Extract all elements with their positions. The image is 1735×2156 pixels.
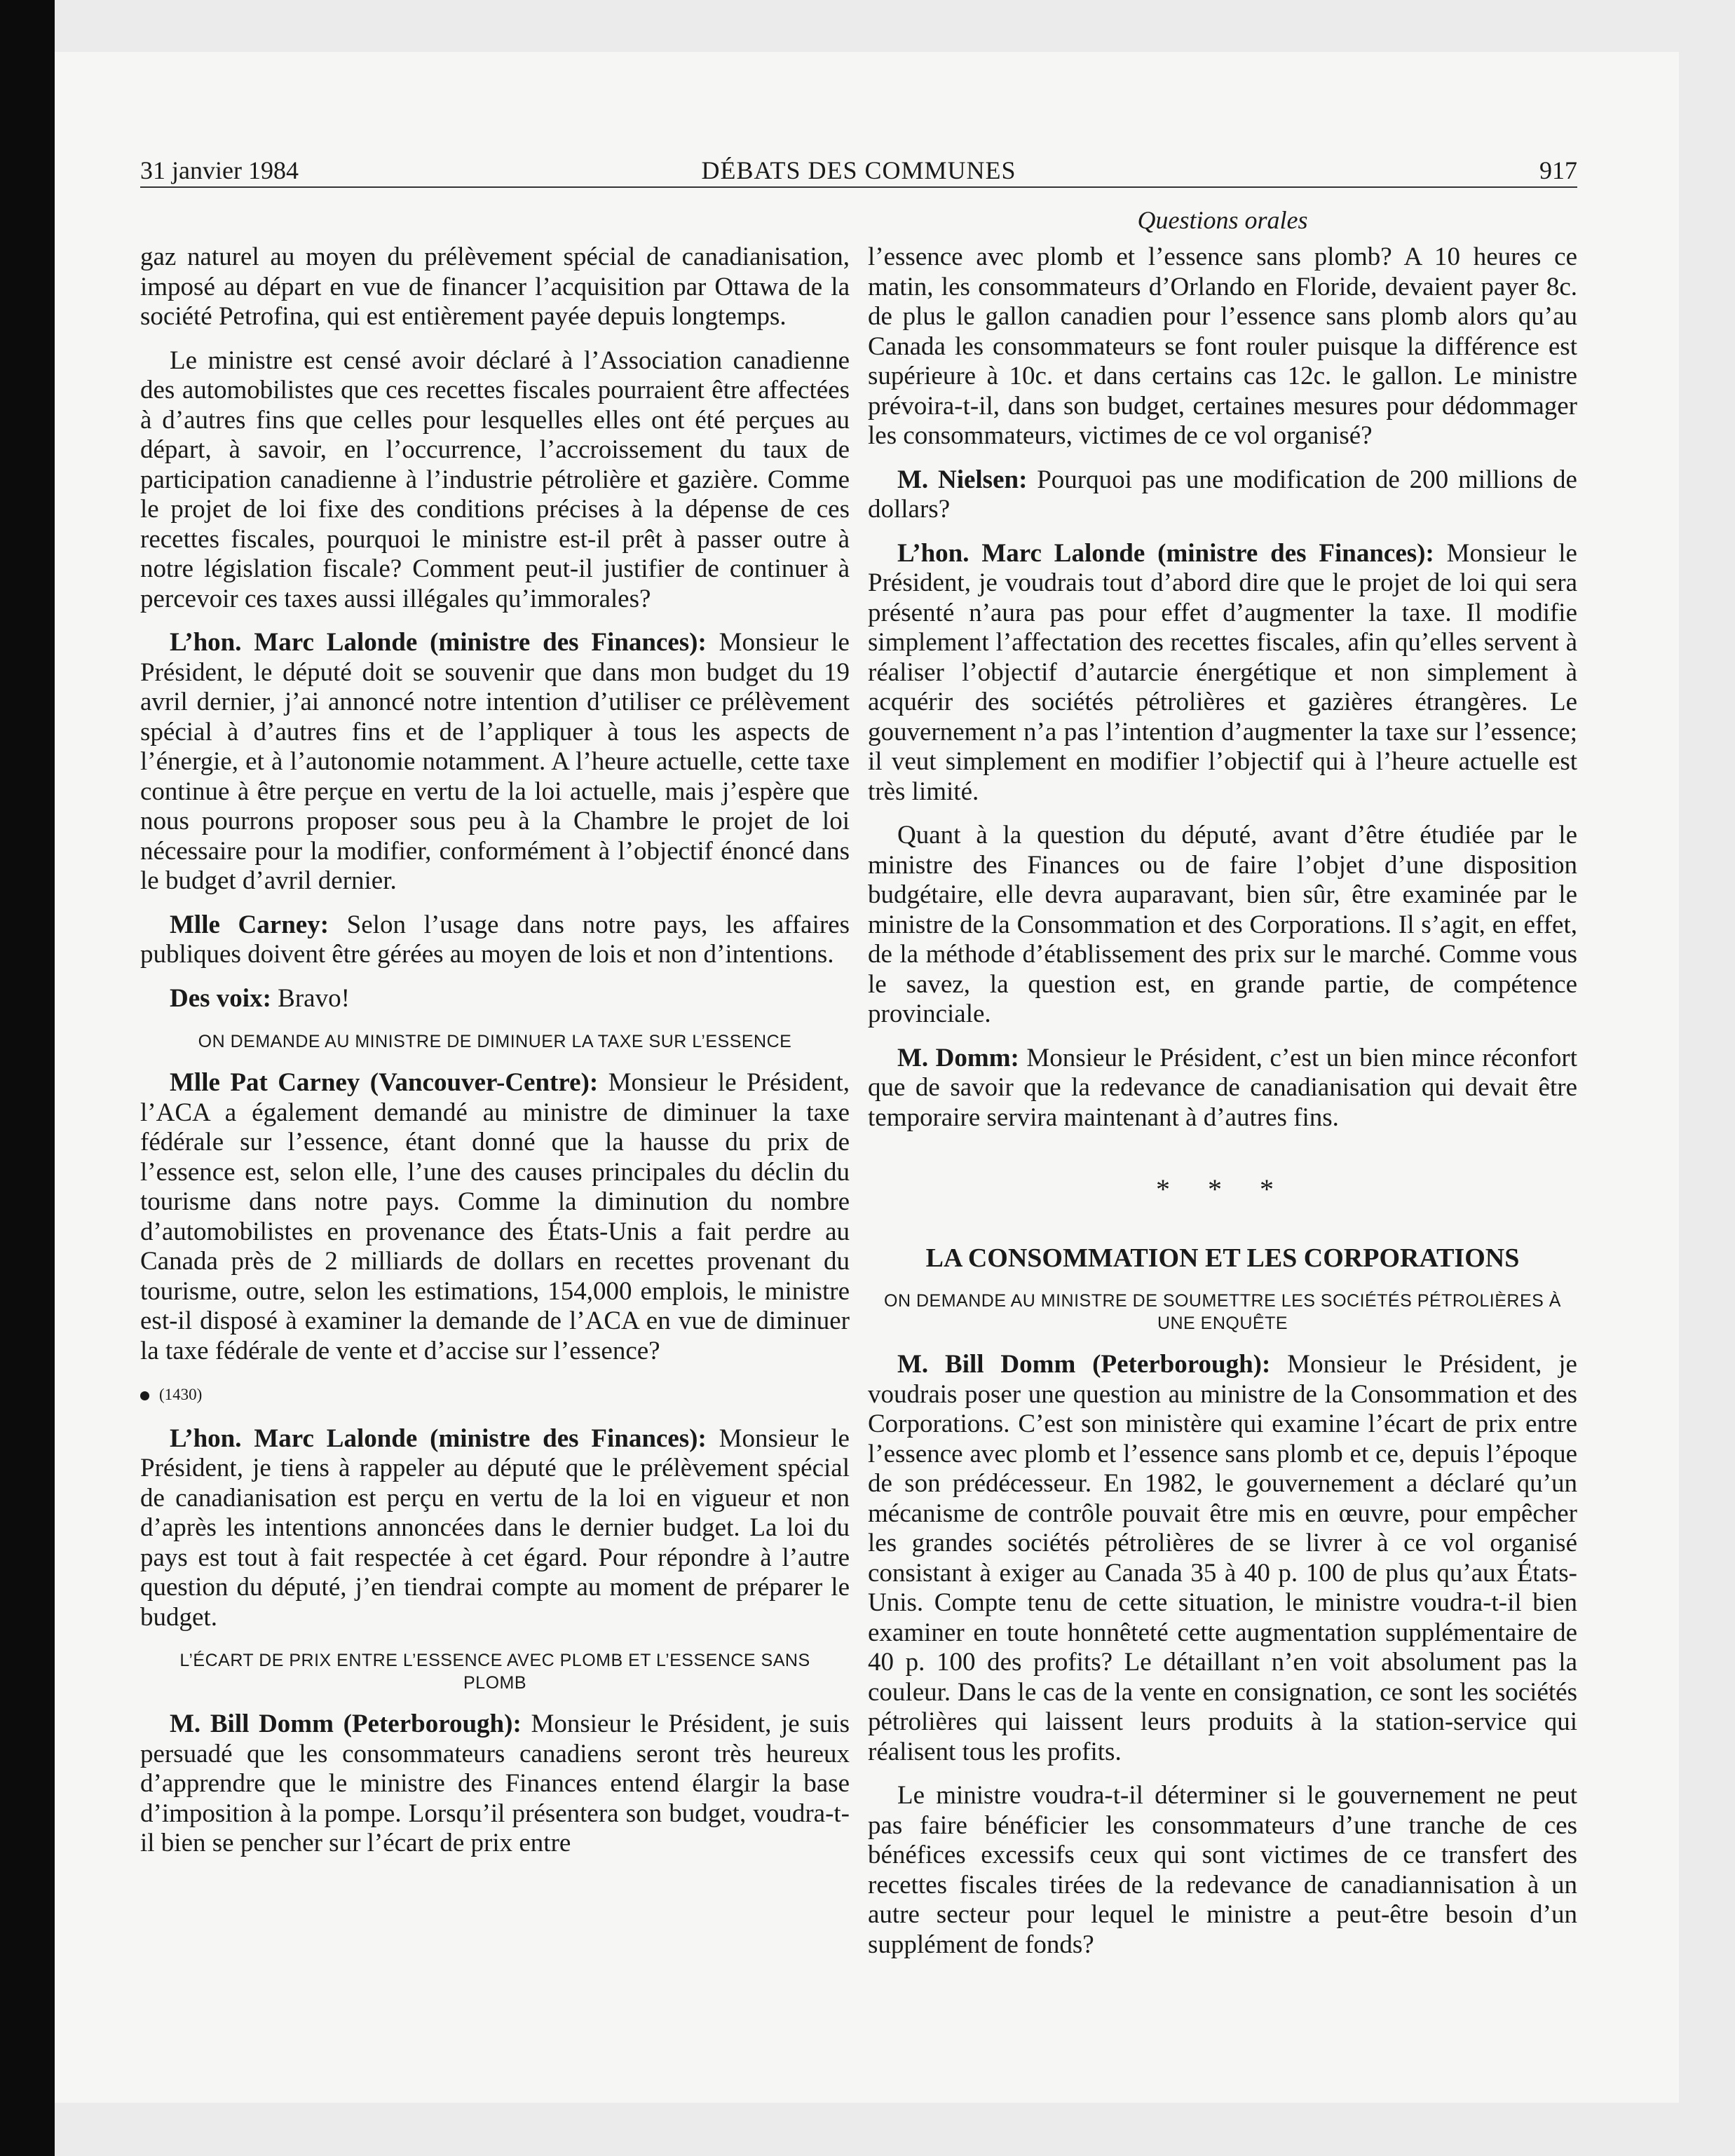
speech-text: Pourquoi pas une modification de 200 millions de dollars? — [868, 465, 1577, 524]
speech-text: Selon l’usage dans notre pays, les affaires publiques doivent être gérées au moyen de lois et non d’intentions. — [140, 910, 850, 969]
scan-edge-right — [1679, 0, 1735, 2156]
paragraph: Le ministre voudra-t-il déterminer si le gouvernement ne peut pas faire bénéficier les consommateurs d’une tranche de ces bénéfices excessifs ceux qui sont victimes de ce transfert des recettes fiscales tirées de la redevance de canadiannisation à un autre secteur pour lequel le ministre a peut-être besoin d’un supplément de fonds? — [868, 1781, 1577, 1959]
speech-text: Monsieur le Président, l’ACA a également demandé au ministre de diminuer la taxe fédérale sur l’essence, étant donné que la hausse du prix de l’essence est, selon elle, l’une des causes principales du déclin du tourisme dans notre pays. Comme la diminution du nombre d’automobilistes en provenance des États-Unis a fait perdre au Canada près de 2 milliards de dollars en recettes provenant du tourisme, outre, selon les estimations, 154,000 emplois, le ministre est-il disposé à examiner la demande de l’ACA en vue de diminuer la taxe fédérale de vente et d’accise sur l’essence? — [140, 1068, 850, 1365]
paragraph: Quant à la question du député, avant d’être étudiée par le ministre des Finances ou de faire l’objet d’une disposition budgétaire, elle devra auparavant, bien sûr, être examinée par le ministre de la Consommation et des Corporations. Il s’agit, en effet, de la méthode d’établissement des prix sur le marché. Comme vous le savez, la question est, en grande partie, de compétence provinciale. — [868, 821, 1577, 1028]
section-label: Questions orales — [1137, 206, 1308, 234]
subheading: L’ÉCART DE PRIX ENTRE L’ESSENCE AVEC PLOMB ET L’ESSENCE SANS PLOMB — [179, 1651, 810, 1693]
right-column — [868, 243, 1577, 1974]
speech — [868, 465, 1577, 525]
page-number: 917 — [1539, 156, 1577, 184]
subheading: ON DEMANDE AU MINISTRE DE SOUMETTRE LES SOCIÉTÉS PÉTROLIÈRES À UNE ENQUÊTE — [884, 1291, 1561, 1333]
speaker-name: Mlle Pat Carney (Vancouver-Centre): — [170, 1068, 599, 1097]
publication-title: DÉBATS DES COMMUNES — [701, 156, 1016, 184]
section-separator: * * * — [1156, 1173, 1289, 1205]
header-rule — [140, 186, 1577, 188]
speech — [140, 910, 850, 970]
speech — [140, 984, 850, 1014]
speech — [140, 1424, 850, 1633]
scan-edge-left — [0, 0, 55, 2156]
speaker-name: M. Bill Domm (Peterborough): — [897, 1350, 1271, 1379]
speech-text: Monsieur le Président, c’est un bien mince réconfort que de savoir que la redevance de canadianisation qui devait être temporaire servira maintenant à d’autres fins. — [868, 1043, 1578, 1132]
speech-text: Monsieur le Président, je voudrais tout d’abord dire que le projet de loi qui sera présenté n’aura pas pour effet d’augmenter la taxe. Il modifie simplement l’affectation des recettes fiscales, afin qu’elles servent à réaliser l’objectif d’autarcie énergétique et non simplement à acquérir des sociétés pétrolières et gazières étrangères. Le gouvernement n’a pas l’intention d’augmenter la taxe sur l’essence; il veut simplement en modifier l’objectif qui à l’heure actuelle est très limité. — [868, 538, 1577, 806]
section-heading: LA CONSOMMATION ET LES CORPORATIONS — [925, 1243, 1520, 1273]
speech — [868, 1350, 1577, 1767]
speech — [140, 628, 850, 896]
scan-edge-bottom — [55, 2103, 1735, 2156]
speech-text: Monsieur le Président, je tiens à rappeler au député que le prélèvement spécial de canadianisation est perçu en vertu de la loi en vigueur et non d’après les intentions annoncées dans le dernier budget. La loi du pays est tout à fait respectée à cet égard. Pour répondre à l’autre question du député, j’en tiendrai compte au moment de préparer le budget. — [140, 1424, 850, 1632]
paragraph: l’essence avec plomb et l’essence sans plomb? A 10 heures ce matin, les consommateurs d’Orlando en Floride, devaient payer 8c. de plus le gallon canadien pour l’essence sans plomb alors qu’au Canada les consommateurs se font rouler puisque la différence est supérieure à 10c. et dans certains cas 12c. le gallon. Le ministre prévoira-t-il, dans son budget, certaines mesures pour dédommager les consommateurs, victimes de ce vol organisé? — [868, 243, 1577, 450]
scan-edge-top — [55, 0, 1735, 52]
speech-text: Monsieur le Président, je voudrais poser une question au ministre de la Consommation et des Corporations. C’est son ministère qui examine l’écart de prix entre l’essence avec plomb et l’essence sans plomb et ce, depuis l’époque de son prédécesseur. En 1982, le gouvernement a déclaré qu’un mécanisme de contrôle pouvait être mis en œuvre, pour empêcher les grandes sociétés pétrolières de se livrer à ce vol organisé consistant à exiger au Canada 35 à 40 p. 100 de plus qu’aux États-Unis. Compte tenu de cette situation, le ministre voudra-t-il bien examiner en toute honnêteté cette augmentation supplémentaire de 40 p. 100 des profits? Le détaillant n’en voit absolument pas la couleur. Dans le cas de la vente en consignation, ce sont les sociétés pétrolières qui laissent leurs produits à la station-service qui réalisent tous les profits. — [868, 1350, 1577, 1766]
paragraph: Le ministre est censé avoir déclaré à l’Association canadienne des automobilistes que ces recettes fiscales pourraient être affectées à d’autres fins que celles pour lesquelles elles ont été perçues au départ, à savoir, en l’occurrence, l’accroissement du taux de participation canadienne à l’industrie pétrolière et gazière. Comme le projet de loi fixe des conditions précises à la dépense de ces recettes fiscales, pourquoi le ministre est-il prêt à passer outre à notre législation fiscale? Comment peut-il justifier de continuer à percevoir ces taxes aussi illégales qu’immorales? — [140, 346, 850, 613]
speaker-name: M. Nielsen: — [897, 465, 1028, 494]
speaker-name: L’hon. Marc Lalonde (ministre des Finances): — [897, 538, 1434, 568]
speech-text: Monsieur le Président, je suis persuadé que les consommateurs canadiens seront très heureux d’apprendre que le ministre des Finances entend élargir la base d’imposition à la pompe. Lorsqu’il présentera son budget, voudra-t-il bien se pencher sur l’écart de prix entre — [140, 1710, 850, 1857]
speech — [868, 539, 1577, 807]
paragraph: gaz naturel au moyen du prélèvement spécial de canadianisation, imposé au départ en vue de financer l’acquisition par Ottawa de la société Petrofina, qui est entièrement payée depuis longtemps. — [140, 243, 850, 331]
running-header — [140, 156, 1577, 191]
subheading: ON DEMANDE AU MINISTRE DE DIMINUER LA TAXE SUR L’ESSENCE — [198, 1032, 792, 1051]
speaker-name: Des voix: — [170, 983, 271, 1013]
speech — [868, 1044, 1577, 1133]
speaker-name: Mlle Carney: — [170, 910, 329, 939]
bullet-icon — [140, 1391, 149, 1400]
speaker-name: L’hon. Marc Lalonde (ministre des Finances): — [170, 1424, 707, 1453]
speech-text: Bravo! — [271, 983, 350, 1013]
time-marker — [140, 1380, 850, 1410]
left-column — [140, 243, 850, 1873]
speaker-name: M. Bill Domm (Peterborough): — [170, 1710, 522, 1738]
speaker-name: L’hon. Marc Lalonde (ministre des Finances): — [170, 628, 707, 657]
speaker-name: M. Domm: — [897, 1043, 1019, 1072]
speech-text: Monsieur le Président, le député doit se souvenir que dans mon budget du 19 avril dernier, j’ai annoncé notre intention d’utiliser ce prélèvement spécial à d’autres fins et de l’appliquer à tous les aspects de l’énergie, et à l’autonomie notamment. A l’heure actuelle, cette taxe continue à être perçue en vertu de la loi actuelle, mais j’espère que nous pourrons proposer sous peu à la Chambre le projet de loi nécessaire pour la modifier, conformément à l’objectif énoncé dans le budget d’avril dernier. — [140, 628, 850, 895]
header-date: 31 janvier 1984 — [140, 156, 299, 184]
speech — [140, 1710, 850, 1859]
time-marker-text: (1430) — [159, 1386, 203, 1403]
speech — [140, 1068, 850, 1366]
